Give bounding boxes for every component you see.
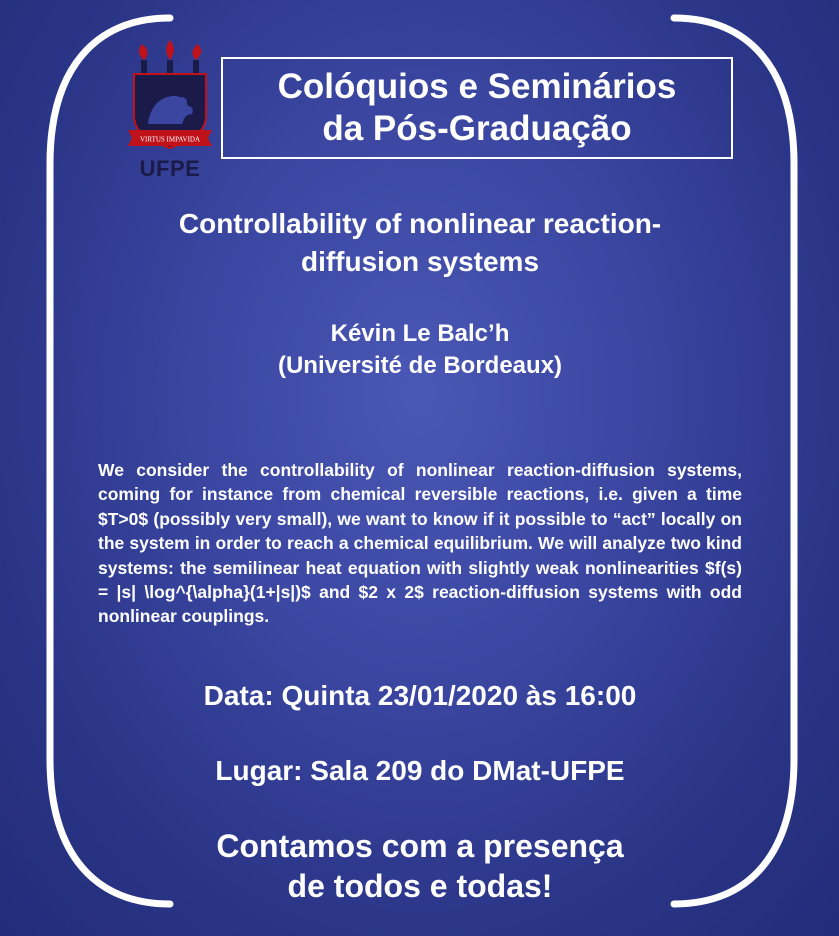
talk-title [100, 205, 740, 281]
talk-title-line1: Controllability of nonlinear reaction- [178, 208, 662, 239]
abstract-text: We consider the controllability of nonlinear reaction-diffusion systems, coming for instance from chemical reversible reactions, i.e. given a time $T>0$ (possibly very small), we want to know if it possible to “act” locally on the system in order to reach a chemical equilibrium. We will analyze two kind systems: the semilinear heat equation with slightly weak nonlinearities $f(s) = |s| \log^{\alpha}(1+|s|)$ and $2 x 2$ reaction-diffusion systems with odd nonlinear couplings. [98, 460, 742, 627]
event-place: Lugar: Sala 209 do DMat-UFPE [215, 755, 625, 786]
speaker-block [100, 318, 740, 382]
ufpe-crest-icon [126, 38, 214, 154]
talk-title-line2: diffusion systems [300, 246, 540, 277]
closing-message [100, 826, 740, 906]
logo-banner-text: VIRTUS IMPAVIDA [139, 135, 201, 144]
logo-text: UFPE [139, 156, 201, 181]
ufpe-logo [126, 38, 214, 184]
series-title-line2: da Pós-Graduação [322, 109, 632, 148]
event-date: Data: Quinta 23/01/2020 às 16:00 [203, 680, 637, 711]
speaker-name: Kévin Le Balc’h [330, 320, 510, 347]
closing-line2: de todos e todas! [287, 868, 553, 904]
speaker-affiliation: (Université de Bordeaux) [277, 352, 563, 379]
closing-line1: Contamos com a presença [216, 828, 624, 864]
series-title-box [221, 57, 733, 159]
series-title-line1: Colóquios e Seminários [277, 67, 677, 106]
